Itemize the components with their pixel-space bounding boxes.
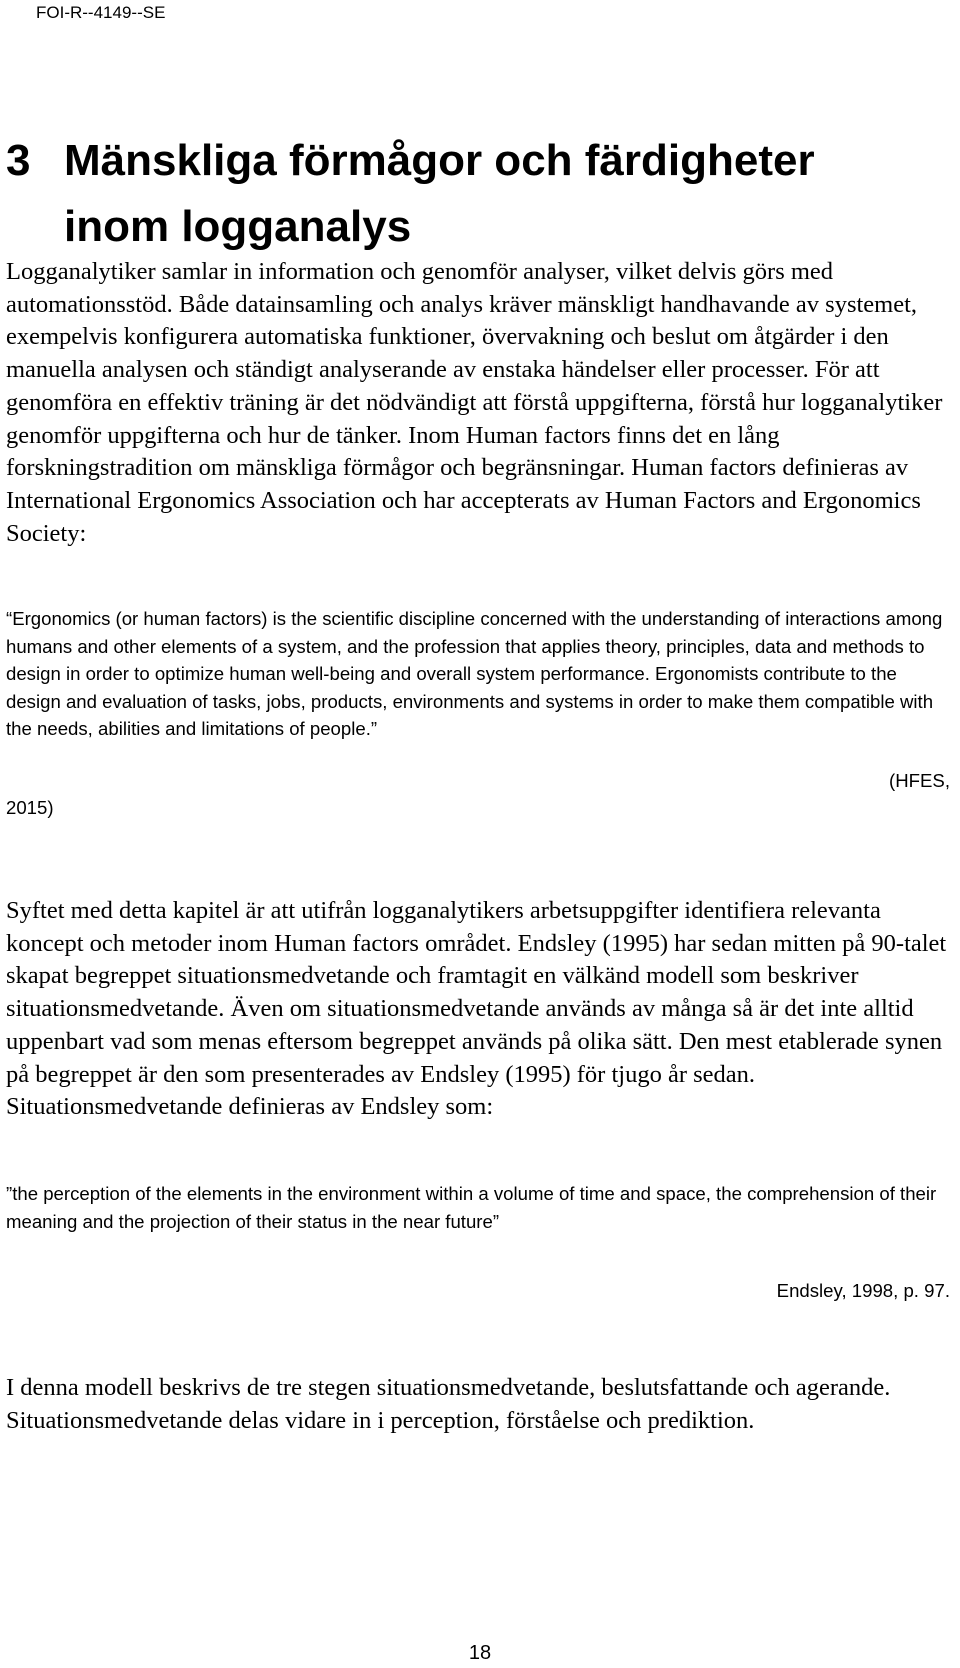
paragraph-purpose: Syftet med detta kapitel är att utifrån logganalytikers arbetsuppgifter identifiera relevanta koncept och metoder inom Human factors området. Endsley (1995) har sedan mitten på 90-talet skapat begreppet situationsmedvetande och framtagit en välkänd modell som beskriver situationsmedvetande. Även om situationsmedvetande används av många så är det inte alltid uppenbart vad som menas eftersom begreppet används på olika sätt. Den mest etablerade synen på begreppet är den som presenterades av Endsley (1995) för tjugo år sedan. Situationsmedvetande definieras av Endsley som: — [6, 897, 947, 1121]
paragraph-model: I denna modell beskrivs de tre stegen situationsmedvetande, beslutsfattande och agerande. Situationsmedvetande delas vidare in i perception, förståelse och prediktion. — [6, 1374, 891, 1434]
document-id-header: FOI-R--4149--SE — [36, 3, 166, 22]
quote-situation-awareness-definition: ”the perception of the elements in the environment within a volume of time and space, the comprehension of their meaning and the projection of their status in the near future” — [6, 1183, 937, 1232]
quote-ergonomics-definition: “Ergonomics (or human factors) is the scientific discipline concerned with the understanding of interactions among humans and other elements of a system, and the profession that applies theory, principles, data and methods to design in order to optimize human well-being and overall system performance. Ergonomists contribute to the design and evaluation of tasks, jobs, products, environments and systems in order to make them compatible with the needs, abilities and limitations of people.” — [6, 608, 943, 739]
paragraph-intro: Logganalytiker samlar in information och genomför analyser, vilket delvis görs med automationsstöd. Både datainsamling och analys kräver mänskligt handhavande av systemet, exempelvis konfigurera automatiska funktioner, övervakning och beslut om åtgärder i den manuella analysen och ständigt analyserande av enstaka händelser eller processer. För att genomföra en effektiv träning är det nödvändigt att förstå uppgifterna, förstå hur logganalytiker genomför uppgifterna och hur de tänker. Inom Human factors finns det en lång forskningstradition om mänskliga förmågor och begränsningar. Human factors definieras av International Ergonomics Association och har accepterats av Human Factors and Ergonomics Society: — [6, 258, 943, 547]
page-number: 18 — [468, 1642, 492, 1664]
quote-citation-hfes: (HFES, — [889, 770, 950, 791]
chapter-number: 3 — [6, 136, 31, 185]
quote-citation-hfes-year: 2015) — [6, 797, 54, 818]
quote-citation-endsley: Endsley, 1998, p. 97. — [776, 1280, 950, 1301]
chapter-title: Mänskliga förmågor och färdigheter inom logganalys — [64, 136, 815, 251]
chapter-heading — [6, 128, 936, 260]
